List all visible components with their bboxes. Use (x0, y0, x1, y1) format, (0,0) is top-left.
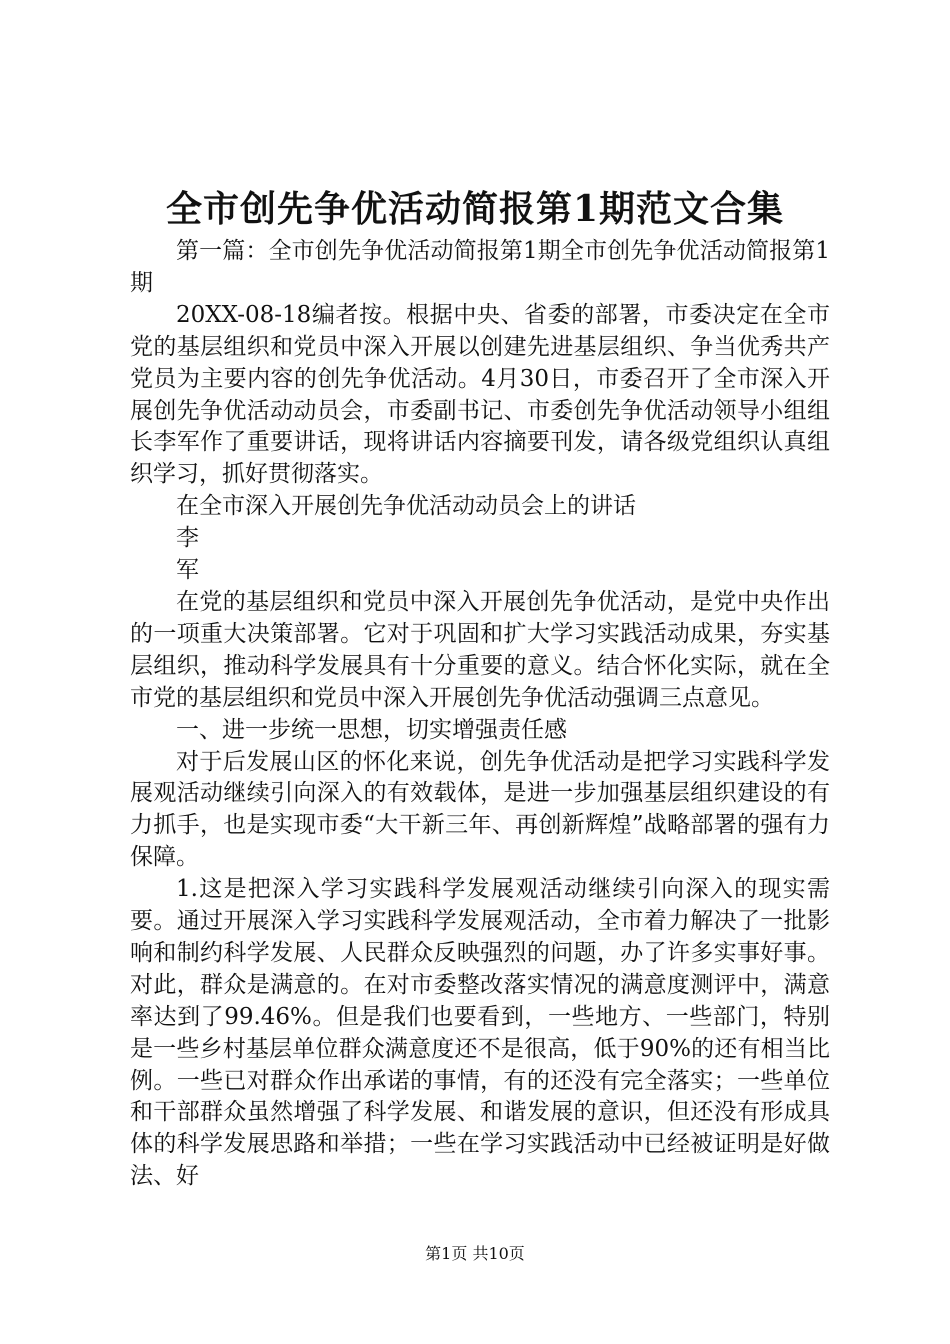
paragraph-first-heading: 第一篇：全市创先争优活动简报第1期全市创先争优活动简报第1期 (130, 238, 830, 296)
paragraph-point-1: 1.这是把深入学习实践科学发展观活动继续引向深入的现实需要。通过开展深入学习实践科学发展观活动，全市着力解决了一批影响和制约科学发展、人民群众反映强烈的问题，办了许多实事好事。对此，群众是满意的。在对市委整改落实情况的满意度测评中，满意率达到了99.46%。但是我们也要看到，一些地方、一些部门，特别是一些乡村基层单位群众满意度还不是很高，低于90%的还有相当比例。一些已对群众作出承诺的事情，有的还没有完全落实；一些单位和干部群众虽然增强了科学发展、和谐发展的意识，但还没有形成具体的科学发展思路和举措；一些在学习实践活动中已经被证明是好做法、好 (130, 876, 830, 1190)
paragraph-intro: 在党的基层组织和党员中深入开展创先争优活动，是党中央作出的一项重大决策部署。它对于巩固和扩大学习实践活动成果，夯实基层组织，推动科学发展具有十分重要的意义。结合怀化实际，就在全市党的基层组织和党员中深入开展创先争优活动强调三点意见。 (130, 588, 830, 711)
page-number-footer: 第1页 共10页 (425, 1244, 525, 1263)
paragraph-author-given-name: 军 (176, 557, 199, 584)
paragraph-speech-title: 在全市深入开展创先争优活动动员会上的讲话 (176, 493, 636, 520)
paragraph-editor-note: 20XX-08-18编者按。根据中央、省委的部署，市委决定在全市党的基层组织和党员中深入开展以创建先进基层组织、争当优秀共产党员为主要内容的创先争优活动。4月30日，市委召开了全市深入开展创先争优活动动员会，市委副书记、市委创先争优活动领导小组组长李军作了重要讲话，现将讲话内容摘要刊发，请各级党组织认真组织学习，抓好贯彻落实。 (130, 301, 830, 488)
paragraph-section-1-body: 对于后发展山区的怀化来说，创先争优活动是把学习实践科学发展观活动继续引向深入的有效载体，是进一步加强基层组织建设的有力抓手，也是实现市委“大干新三年、再创新辉煌”战略部署的强有力保障。 (130, 748, 830, 871)
paragraph-section-heading-1: 一、进一步统一思想，切实增强责任感 (176, 716, 567, 743)
paragraph-author-surname: 李 (176, 525, 199, 552)
document-title: 全市创先争优活动简报第1期范文合集 (165, 188, 785, 230)
document-body (130, 236, 830, 1193)
